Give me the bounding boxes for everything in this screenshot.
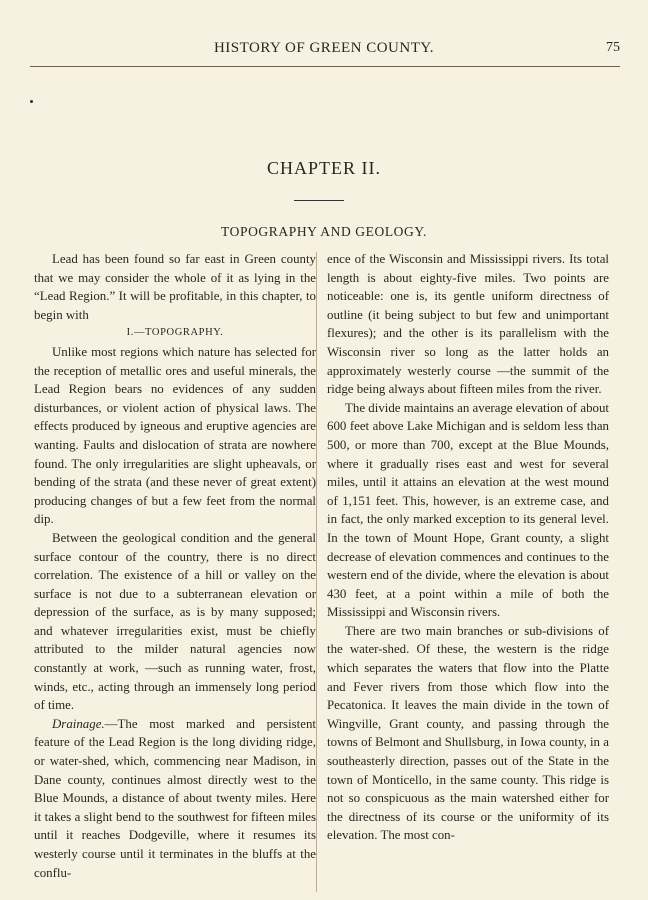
header-rule: [30, 66, 620, 67]
paragraph: ence of the Wisconsin and Mississippi rivers. Its total length is about eighty-five miles. Two points are noticeable: one is, its gentle uniform directness of outline (it being subject to but few and unimportant flexures); and the other is its parallelism with the Wisconsin river so long as the latter holds an approximately westerly course —the summit of the ridge being always about fifteen miles from the river.: [327, 252, 609, 397]
drainage-lead: Drainage.: [52, 716, 105, 731]
page-number: 75: [606, 40, 620, 55]
paragraph: [34, 715, 316, 882]
paragraph: There are two main branches or sub-divisions of the water-shed. Of these, the western is the ridge which separates the waters that flow into the Platte and Fever rivers from those which flow into the Pecatonica. It leaves the main divide in the town of Wingville, Grant county, and passing through the towns of Belmont and Shullsburg, in Iowa county, in a southeasterly direction, passes out of the State in the town of Monticello, in the same county. This ridge is not so conspicuous as the main watershed either for the directness of its course or the uniformity of its elevation. The most con-: [327, 623, 609, 843]
ink-speck: [30, 100, 33, 103]
section-title: TOPOGRAPHY AND GEOLOGY.: [221, 224, 427, 239]
drainage-text: —The most marked and persistent feature of the Lead Region is the long dividing ridge, or water-shed, which, commencing near Madison, in Dane county, continues almost directly west to the Blue Mounds, a distance of about twenty miles. Here it takes a slight bend to the southwest for fifteen miles until it reaches Dodgeville, where it resumes its westerly course until it terminates in the bluffs at the conflu-: [34, 716, 316, 880]
chapter-title: CHAPTER II.: [267, 158, 381, 178]
chapter-rule: [294, 200, 344, 201]
paragraph: Lead has been found so far east in Green county that we may consider the whole of it as lying in the “Lead Region.” It will be profitable, in this chapter, to begin with: [34, 252, 316, 322]
left-column: [34, 250, 316, 882]
subheading-topography: I.—TOPOGRAPHY.: [126, 327, 224, 339]
paragraph: The divide maintains an average elevation of about 600 feet above Lake Michigan and is seldom less than 500, or more than 700, except at the Blue Mounds, where it gradually rises east and west for several miles, until it attains an elevation at the west mound of 1,151 feet. This, however, is an extreme case, and in fact, the only marked exception to its general level. In the town of Mount Hope, Grant county, a slight decrease of elevation commences and continues to the western end of the divide, where the elevation is about 430 feet, at a point within a mile of both the Mississippi and Wisconsin rivers.: [327, 400, 609, 620]
running-title: HISTORY OF GREEN COUNTY.: [213, 40, 435, 56]
right-column: [327, 250, 609, 845]
paragraph: Between the geological condition and the general surface contour of the country, there is no direct correlation. The existence of a hill or valley on the surface is not due to a subterranean elevation or depression of the surface, as is by many supposed; and whatever irregularities exist, must be chiefly attributed to the milder natural agencies now constantly at work, —such as running water, frost, winds, etc., acting through an immensely long period of time.: [34, 530, 316, 713]
paragraph: Unlike most regions which nature has selected for the reception of metallic ores and useful minerals, the Lead Region bears no evidences of any sudden disturbances, or violent action of physical laws. The effects produced by igneous and eruptive agencies are wanting. Faults and dislocation of strata are nowhere found. The only irregularities are slight upheavals, or bending of the strata (and these never of great extent) producing changes of but a few feet from the normal dip.: [34, 344, 316, 527]
column-divider: [316, 252, 317, 892]
